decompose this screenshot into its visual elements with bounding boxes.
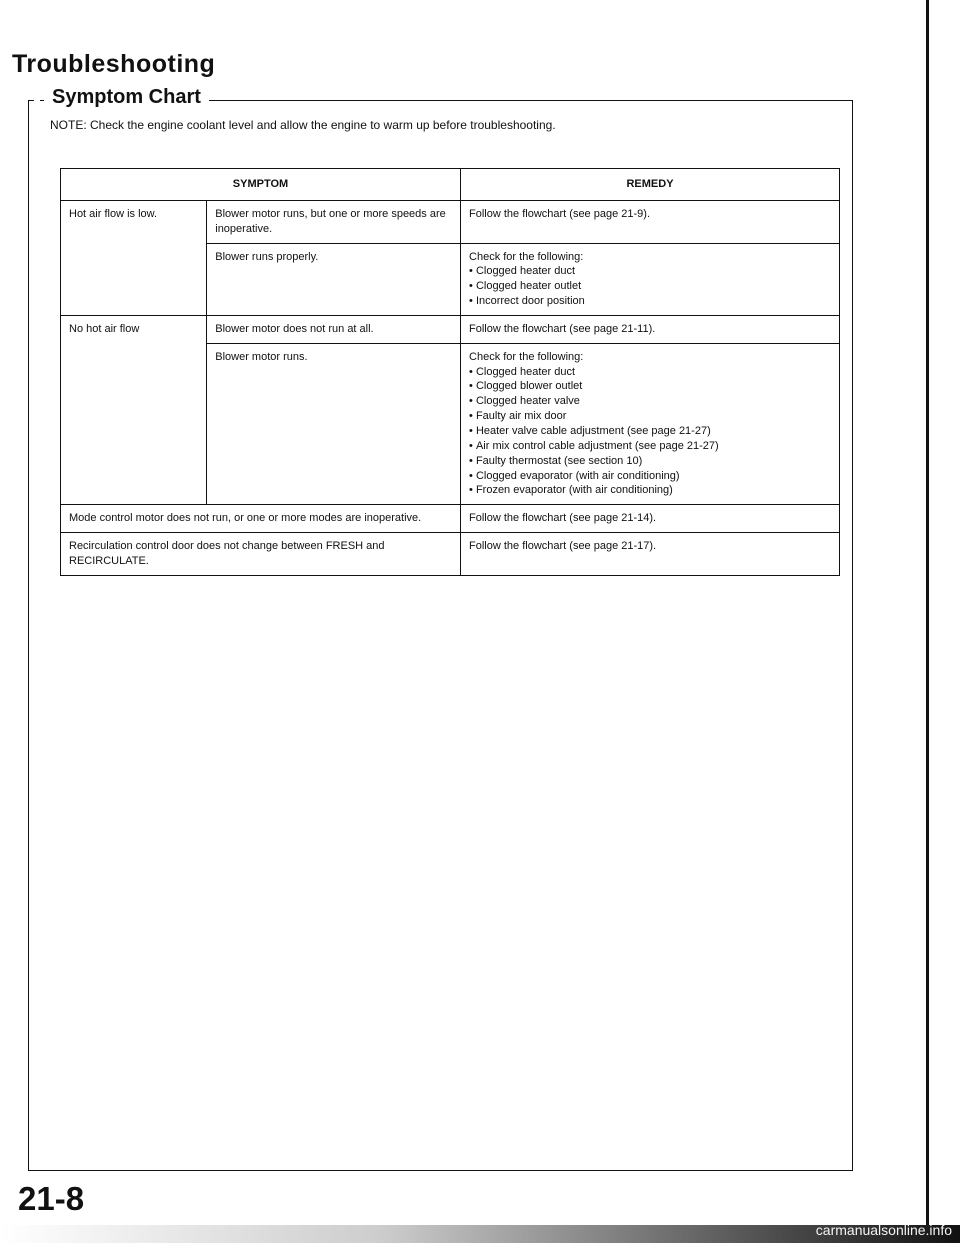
symptom-cell: No hot air flow: [61, 315, 207, 343]
list-item: • Heater valve cable adjustment (see page 21-27): [469, 424, 831, 439]
symptom-cell-continued: [61, 343, 207, 504]
symptom-cell: Mode control motor does not run, or one or more modes are inoperative.: [61, 505, 461, 533]
page-title: Troubleshooting: [12, 50, 216, 78]
remedy-cell: [461, 243, 840, 315]
table-row: [61, 243, 840, 315]
symptom-cell: Recirculation control door does not change between FRESH and RECIRCULATE.: [61, 533, 461, 576]
table-row: [61, 315, 840, 343]
list-item: • Clogged evaporator (with air conditioning): [469, 469, 831, 484]
section-title: Symptom Chart: [44, 86, 209, 109]
symptom-chart-table: [60, 168, 840, 576]
remedy-text: Follow the flowchart (see page 21-14).: [469, 512, 657, 525]
symptom-cell: Hot air flow is low.: [61, 200, 207, 243]
note-text: NOTE: Check the engine coolant level and allow the engine to warm up before troubleshooting.: [50, 118, 556, 132]
remedy-text: Check for the following:: [469, 350, 584, 363]
table-row: [61, 343, 840, 504]
list-item: • Faulty thermostat (see section 10): [469, 454, 831, 469]
list-item: • Air mix control cable adjustment (see page 21-27): [469, 439, 831, 454]
remedy-cell: [461, 343, 840, 504]
remedy-list: [469, 365, 831, 499]
remedy-text: Follow the flowchart (see page 21-17).: [469, 540, 657, 553]
remedy-header: REMEDY: [461, 169, 840, 201]
remedy-cell: [461, 315, 840, 343]
list-item: • Frozen evaporator (with air conditioning): [469, 483, 831, 498]
symptom-header: SYMPTOM: [61, 169, 461, 201]
page-edge-bar: [926, 0, 929, 1243]
remedy-cell: [461, 533, 840, 576]
list-item: • Faulty air mix door: [469, 409, 831, 424]
condition-cell: Blower motor does not run at all.: [207, 315, 461, 343]
table-row: [61, 200, 840, 243]
list-item: • Clogged heater duct: [469, 365, 831, 380]
remedy-text: Check for the following:: [469, 250, 584, 263]
symptom-cell-continued: [61, 243, 207, 315]
list-item: • Incorrect door position: [469, 294, 831, 309]
frame-line: [28, 100, 29, 1170]
frame-line: [852, 100, 853, 1170]
page-number: 21-8: [18, 1180, 85, 1217]
table-row: [61, 505, 840, 533]
list-item: • Clogged heater valve: [469, 394, 831, 409]
list-item: • Clogged heater duct: [469, 264, 831, 279]
remedy-text: Follow the flowchart (see page 21-11).: [469, 322, 656, 335]
table-row: [61, 533, 840, 576]
list-item: • Clogged blower outlet: [469, 379, 831, 394]
remedy-text: Follow the flowchart (see page 21-9).: [469, 207, 650, 220]
remedy-list: [469, 264, 831, 309]
condition-cell: Blower motor runs.: [207, 343, 461, 504]
remedy-cell: [461, 200, 840, 243]
list-item: • Clogged heater outlet: [469, 279, 831, 294]
frame-line: [28, 1170, 853, 1171]
condition-cell: Blower motor runs, but one or more speeds are inoperative.: [207, 200, 461, 243]
watermark: carmanualsonline.info: [815, 1222, 952, 1238]
table-header-row: [61, 169, 840, 201]
remedy-cell: [461, 505, 840, 533]
condition-cell: Blower runs properly.: [207, 243, 461, 315]
